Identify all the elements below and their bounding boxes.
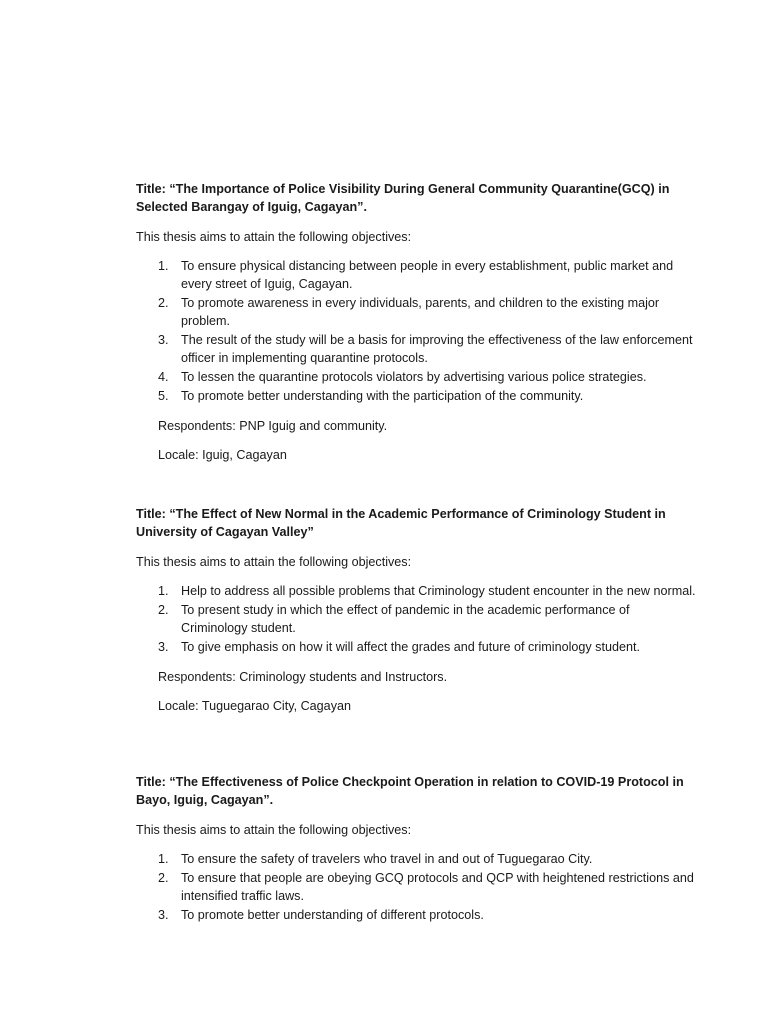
objective-number: 3. bbox=[158, 908, 169, 922]
thesis-title: Title: “The Effect of New Normal in the Academic Performance of Criminology Student in University of Cagayan Valley” bbox=[136, 507, 666, 539]
objectives-intro: This thesis aims to attain the following objectives: bbox=[136, 823, 412, 837]
objective-item bbox=[136, 869, 696, 905]
objective-item bbox=[136, 582, 696, 600]
objective-text: To promote better understanding of different protocols. bbox=[181, 908, 484, 922]
objective-item bbox=[136, 368, 696, 386]
objective-text: To ensure that people are obeying GCQ protocols and QCP with heightened restrictions and intensified traffic laws. bbox=[181, 871, 694, 903]
objectives-intro: This thesis aims to attain the following objectives: bbox=[136, 555, 412, 569]
objective-number: 2. bbox=[158, 871, 169, 885]
objective-text: To promote awareness in every individuals, parents, and children to the existing major problem. bbox=[181, 296, 660, 328]
objective-text: To give emphasis on how it will affect the grades and future of criminology student. bbox=[181, 640, 640, 654]
objectives-intro: This thesis aims to attain the following objectives: bbox=[136, 230, 412, 244]
objective-text: Help to address all possible problems that Criminology student encounter in the new normal. bbox=[181, 584, 696, 598]
objective-text: To promote better understanding with the participation of the community. bbox=[181, 389, 584, 403]
objective-number: 1. bbox=[158, 584, 169, 598]
objective-text: To present study in which the effect of pandemic in the academic performance of Criminology student. bbox=[181, 603, 630, 635]
objective-number: 4. bbox=[158, 370, 169, 384]
objectives-list bbox=[136, 582, 696, 656]
locale-line: Locale: Tuguegarao City, Cagayan bbox=[158, 699, 351, 713]
objective-number: 3. bbox=[158, 333, 169, 347]
objective-number: 1. bbox=[158, 259, 169, 273]
respondents-line: Respondents: Criminology students and Instructors. bbox=[158, 670, 448, 684]
thesis-title: Title: “The Importance of Police Visibility During General Community Quarantine(GCQ) in Selected Barangay of Iguig, Cagayan”. bbox=[136, 182, 670, 214]
objective-text: To lessen the quarantine protocols violators by advertising various police strategies. bbox=[181, 370, 647, 384]
thesis-section-2 bbox=[136, 505, 696, 715]
thesis-section-3 bbox=[136, 773, 696, 925]
thesis-title: Title: “The Effectiveness of Police Checkpoint Operation in relation to COVID-19 Protocol in Bayo, Iguig, Cagayan”. bbox=[136, 775, 684, 807]
objective-text: The result of the study will be a basis for improving the effectiveness of the law enforcement officer in implementing quarantine protocols. bbox=[181, 333, 693, 365]
thesis-section-1 bbox=[136, 180, 696, 464]
locale-line: Locale: Iguig, Cagayan bbox=[158, 448, 287, 462]
objective-item bbox=[136, 850, 696, 868]
objective-text: To ensure physical distancing between people in every establishment, public market and every street of Iguig, Cagayan. bbox=[181, 259, 674, 291]
objective-item bbox=[136, 331, 696, 367]
objective-number: 5. bbox=[158, 389, 169, 403]
objective-item bbox=[136, 638, 696, 656]
objectives-list bbox=[136, 257, 696, 405]
objective-item bbox=[136, 257, 696, 293]
objective-number: 1. bbox=[158, 852, 169, 866]
objective-item bbox=[136, 601, 696, 637]
objectives-list bbox=[136, 850, 696, 924]
objective-number: 2. bbox=[158, 603, 169, 617]
respondents-line: Respondents: PNP Iguig and community. bbox=[158, 419, 388, 433]
objective-item bbox=[136, 294, 696, 330]
objective-text: To ensure the safety of travelers who travel in and out of Tuguegarao City. bbox=[181, 852, 593, 866]
objective-item bbox=[136, 906, 696, 924]
objective-number: 2. bbox=[158, 296, 169, 310]
objective-number: 3. bbox=[158, 640, 169, 654]
objective-item bbox=[136, 387, 696, 405]
